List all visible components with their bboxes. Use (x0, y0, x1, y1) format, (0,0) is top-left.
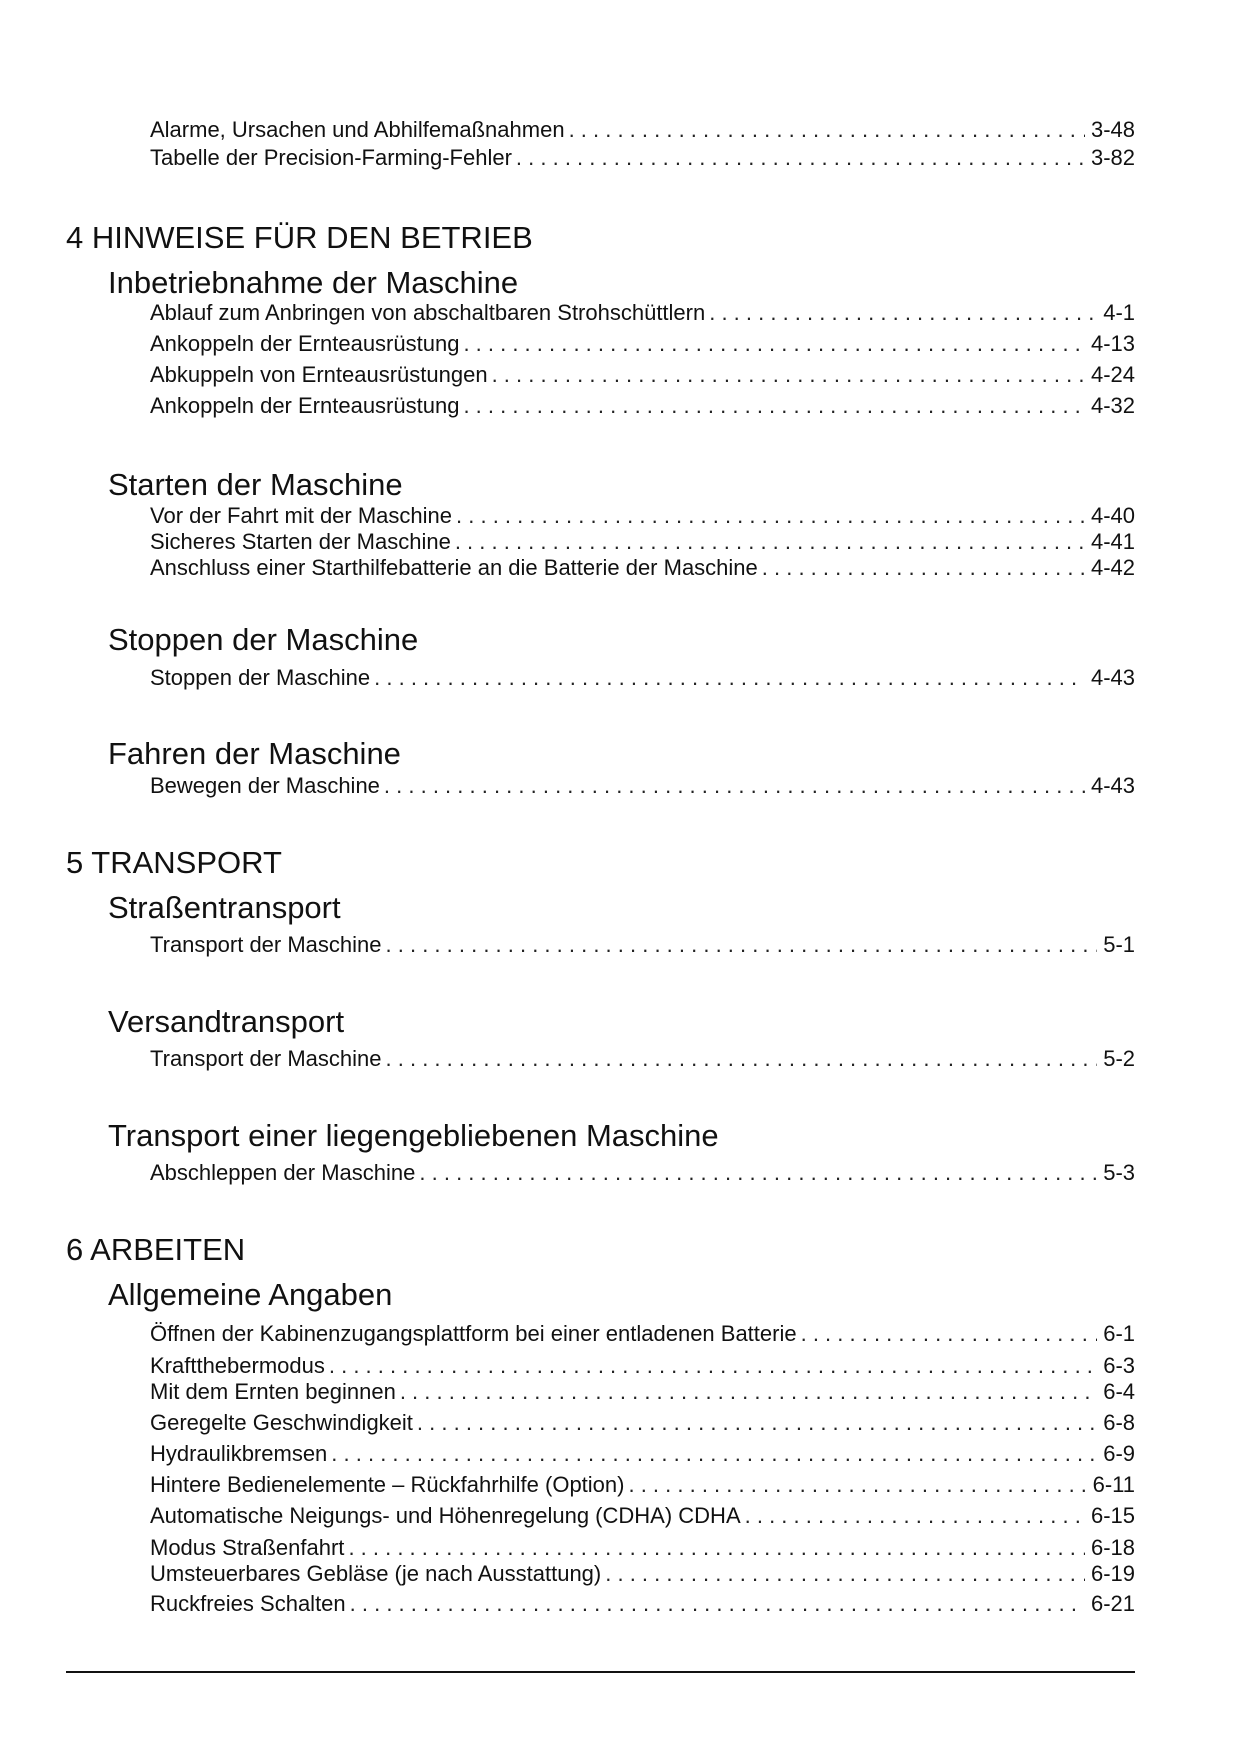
dot-leader (419, 1160, 1097, 1186)
toc-entry-title: Modus Straßenfahrt (150, 1535, 345, 1560)
chapter-heading: 5 TRANSPORT (66, 845, 282, 880)
toc-entry[interactable] (150, 1321, 1135, 1347)
chapter-heading: 6 ARBEITEN (66, 1232, 246, 1267)
toc-entry-title: Bewegen der Maschine (150, 773, 380, 798)
toc-entry-title: Umsteuerbares Gebläse (je nach Ausstattung) (150, 1561, 602, 1586)
toc-entry[interactable] (150, 1160, 1135, 1186)
toc-entry[interactable] (150, 393, 1135, 419)
toc-entry-page: 4-24 (1090, 362, 1135, 387)
toc-entry-title: Mit dem Ernten beginnen (150, 1379, 396, 1404)
toc-entry-title: Ablauf zum Anbringen von abschaltbaren Strohschüttlern (150, 300, 706, 325)
toc-entry-page: 4-40 (1090, 503, 1135, 528)
toc-entry-title: Öffnen der Kabinenzugangsplattform bei einer entladenen Batterie (150, 1321, 797, 1346)
toc-entry[interactable] (150, 1472, 1135, 1498)
section-heading: Fahren der Maschine (108, 736, 401, 771)
toc-entry-title: Vor der Fahrt mit der Maschine (150, 503, 453, 528)
toc-entry-page: 6-11 (1092, 1472, 1135, 1497)
toc-entry[interactable] (150, 300, 1135, 326)
toc-entry-page: 4-42 (1090, 555, 1135, 580)
toc-entry[interactable] (150, 1441, 1135, 1467)
toc-entry[interactable] (150, 1353, 1135, 1379)
toc-entry[interactable] (150, 503, 1135, 529)
toc-entry-title: Tabelle der Precision-Farming-Fehler (150, 145, 512, 170)
toc-entry-title: Stoppen der Maschine (150, 665, 371, 690)
dot-leader (463, 331, 1085, 357)
section-heading: Straßentransport (108, 890, 341, 925)
toc-entry-page: 3-48 (1090, 117, 1135, 142)
toc-entry[interactable] (150, 1503, 1135, 1529)
toc-entry-title: Anschluss einer Starthilfebatterie an die Batterie der Maschine (150, 555, 758, 580)
toc-entry-page: 6-1 (1103, 1321, 1135, 1346)
toc-entry-title: Abkuppeln von Ernteausrüstungen (150, 362, 488, 387)
dot-leader (386, 1046, 1098, 1072)
dot-leader (605, 1561, 1085, 1587)
toc-entry-title: Kraftthebermodus (150, 1353, 325, 1378)
toc-entry-page: 4-32 (1090, 393, 1135, 418)
section-heading: Allgemeine Angaben (108, 1277, 393, 1312)
dot-leader (400, 1379, 1097, 1405)
toc-entry-page: 6-18 (1090, 1535, 1135, 1560)
toc-entry-title: Automatische Neigungs- und Höhenregelung (CDHA) CDHA (150, 1503, 741, 1528)
toc-entry-title: Hydraulikbremsen (150, 1441, 328, 1466)
dot-leader (384, 773, 1085, 799)
toc-entry-page: 3-82 (1090, 145, 1135, 170)
dot-leader (348, 1535, 1085, 1561)
toc-entry-page: 4-41 (1090, 529, 1135, 554)
toc-entry[interactable] (150, 1379, 1135, 1405)
toc-entry-page: 5-1 (1103, 932, 1135, 957)
toc-entry-page: 6-9 (1103, 1441, 1135, 1466)
toc-entry-page: 6-15 (1090, 1503, 1135, 1528)
toc-entry-page: 5-3 (1103, 1160, 1135, 1185)
dot-leader (709, 300, 1097, 326)
dot-leader (628, 1472, 1086, 1498)
chapter-heading: 4 HINWEISE FÜR DEN BETRIEB (66, 220, 533, 255)
toc-entry[interactable] (150, 1410, 1135, 1436)
toc-entry-page: 4-43 (1090, 773, 1135, 798)
dot-leader (762, 555, 1085, 581)
toc-entry-title: Transport der Maschine (150, 932, 382, 957)
toc-entry[interactable] (150, 773, 1135, 799)
dot-leader (329, 1353, 1097, 1379)
section-heading: Starten der Maschine (108, 467, 403, 502)
dot-leader (492, 362, 1085, 388)
toc-entry[interactable] (150, 1561, 1135, 1587)
toc-entry[interactable] (150, 555, 1135, 581)
toc-entry-page: 6-21 (1090, 1591, 1135, 1616)
toc-entry-title: Sicheres Starten der Maschine (150, 529, 451, 554)
dot-leader (745, 1503, 1085, 1529)
footer-rule (66, 1671, 1135, 1673)
toc-entry[interactable] (150, 117, 1135, 143)
toc-entry[interactable] (150, 665, 1135, 691)
toc-entry-title: Abschleppen der Maschine (150, 1160, 416, 1185)
toc-entry[interactable] (150, 145, 1135, 171)
toc-entry-page: 6-19 (1090, 1561, 1135, 1586)
toc-entry[interactable] (150, 1046, 1135, 1072)
dot-leader (456, 503, 1085, 529)
toc-entry-title: Transport der Maschine (150, 1046, 382, 1071)
toc-entry-page: 4-1 (1103, 300, 1135, 325)
toc-entry-page: 4-43 (1090, 665, 1135, 690)
dot-leader (801, 1321, 1098, 1347)
dot-leader (350, 1591, 1085, 1617)
toc-entry[interactable] (150, 529, 1135, 555)
dot-leader (374, 665, 1085, 691)
toc-entry[interactable] (150, 1535, 1135, 1561)
toc-entry-page: 5-2 (1103, 1046, 1135, 1071)
toc-entry-page: 4-13 (1090, 331, 1135, 356)
dot-leader (516, 145, 1085, 171)
dot-leader (417, 1410, 1097, 1436)
dot-leader (569, 117, 1085, 143)
toc-entry-page: 6-4 (1103, 1379, 1135, 1404)
section-heading: Transport einer liegengebliebenen Maschine (108, 1118, 719, 1153)
section-heading: Stoppen der Maschine (108, 622, 419, 657)
dot-leader (331, 1441, 1097, 1467)
toc-entry-title: Hintere Bedienelemente – Rückfahrhilfe (Option) (150, 1472, 625, 1497)
dot-leader (386, 932, 1098, 958)
toc-entry-title: Alarme, Ursachen und Abhilfemaßnahmen (150, 117, 565, 142)
toc-entry-title: Ankoppeln der Ernteausrüstung (150, 331, 460, 356)
toc-entry[interactable] (150, 362, 1135, 388)
toc-entry-title: Geregelte Geschwindigkeit (150, 1410, 413, 1435)
toc-entry[interactable] (150, 932, 1135, 958)
toc-entry-page: 6-3 (1103, 1353, 1135, 1378)
section-heading: Inbetriebnahme der Maschine (108, 265, 519, 300)
section-heading: Versandtransport (108, 1004, 345, 1039)
toc-entry-title: Ruckfreies Schalten (150, 1591, 346, 1616)
dot-leader (463, 393, 1085, 419)
toc-entry[interactable] (150, 1591, 1135, 1617)
toc-entry-page: 6-8 (1103, 1410, 1135, 1435)
toc-entry[interactable] (150, 331, 1135, 357)
toc-entry-title: Ankoppeln der Ernteausrüstung (150, 393, 460, 418)
dot-leader (455, 529, 1085, 555)
